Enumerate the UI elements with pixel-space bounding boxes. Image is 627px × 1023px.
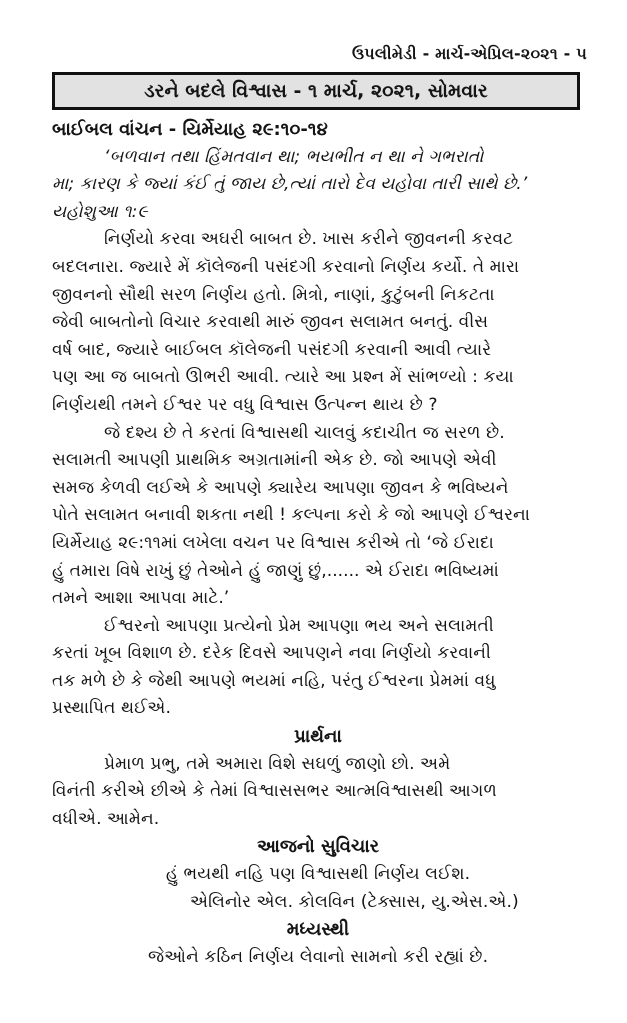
- text-line: વિનંતી કરીએ છીએ કે તેમાં વિશ્વાસસભર આત્મવિશ્વાસથી આગળ: [52, 781, 497, 802]
- bible-reading-label: બાઈબલ વાંચન - યિર્મેયાહ ૨૯:૧૦-૧૪: [52, 119, 328, 140]
- text-line: યિર્મેયાહ ૨૯:૧૧માં લખેલા વચન પર વિશ્વાસ કરીએ તો ‘જે ઈરાદા: [52, 532, 494, 553]
- verse-reference: યહોશુઆ ૧:૯: [52, 201, 148, 222]
- paragraph: [52, 226, 584, 419]
- paragraph: [52, 613, 584, 723]
- text-line: નિર્ણયો કરવા અઘરી બાબત છે. ખાસ કરીને જીવનની કરવટ: [104, 229, 514, 250]
- running-header: ઉપલીમેડી - માર્ચ-એપ્રિલ-૨૦૨૧ - ૫: [351, 44, 587, 63]
- thought-heading: આજનો સુવિચાર: [256, 836, 380, 858]
- text-line: તમને આશા આપવા માટે.’: [52, 588, 230, 609]
- text-line: ઈશ્વરનો આપણા પ્રત્યેનો પ્રેમ આપણા ભય અને સલામતી: [104, 615, 494, 636]
- text-line: વર્ષ બાદ, જ્યારે બાઈબલ કૉલેજની પસંદગી કરવાની આવી ત્યારે: [52, 339, 492, 360]
- verse-line: મા; કારણ કે જ્યાં કંઈ તું જાય છે,ત્યાં તારો દેવ યહોવા તારી સાથે છે.’: [52, 174, 528, 195]
- text-line: નિર્ણયથી તમને ઈશ્વર પર વધુ વિશ્વાસ ઉત્પન્ન થાય છે ?: [52, 394, 438, 415]
- prayer-text: [52, 751, 584, 834]
- key-verse: [52, 144, 584, 227]
- text-line: વધીએ. આમેન.: [52, 808, 160, 829]
- thought-author: એલિનોર એલ. કોલવિન (ટેક્સાસ, યુ.એસ.એ.): [190, 891, 519, 912]
- text-line: જે દશ્ય છે તે કરતાં વિશ્વાસથી ચાલવું કદાચીત જ સરળ છે.: [104, 422, 505, 443]
- text-line: કરતાં ખૂબ વિશાળ છે. દરેક દિવસે આપણને નવા નિર્ણયો કરવાની: [52, 643, 491, 664]
- thought-quote: હું ભયથી નહિ પણ વિશ્વાસથી નિર્ણય લઈશ.: [165, 864, 471, 885]
- text-line: બદલનારા. જ્યારે મેં કૉલેજની પસંદગી કરવાનો નિર્ણય કર્યો. તે મારા: [52, 256, 520, 277]
- text-line: સલામતી આપણી પ્રાથમિક અગ્રતામાંની એક છે. જો આપણે એવી: [52, 450, 497, 471]
- verse-line: ‘બળવાન તથા હિંમતવાન થા; ભયભીત ન થા ને ગભરાતો: [104, 146, 484, 167]
- text-line: તક મળે છે કે જેથી આપણે ભયમાં નહિ, પરંતુ ઈશ્વરના પ્રેમમાં વધુ: [52, 670, 496, 691]
- text-line: હું તમારા વિષે રાખું છું તેઓને હું જાણું છું,...... એ ઈરાદા ભવિષ્યમાં: [52, 560, 499, 581]
- text-line: પણ આ જ બાબતો ઊભરી આવી. ત્યારે આ પ્રશ્ન મેં સાંભળ્યો : કયા: [52, 367, 514, 388]
- paragraph: [52, 420, 584, 613]
- text-line: પ્રેમાળ પ્રભુ, તમે અમારા વિશે સઘળું જાણો છો. અમે: [104, 753, 451, 774]
- intercession-text: જેઓને કઠિન નિર્ણય લેવાનો સામનો કરી રહ્યાં છે.: [147, 946, 489, 967]
- text-line: જીવનનો સૌથી સરળ નિર્ણય હતો. મિત્રો, નાણાં, કુટુંબની નિકટતા: [52, 284, 495, 305]
- text-line: જેવી બાબતોનો વિચાર કરવાથી મારું જીવન સલામત બનતું. વીસ: [52, 312, 489, 333]
- text-line: સમજ કેળવી લઈએ કે આપણે ક્યારેય આપણા જીવન કે ભવિષ્યને: [52, 477, 509, 498]
- text-line: પ્રસ્થાપિત થઈએ.: [52, 698, 172, 719]
- prayer-heading: પ્રાર્થના: [294, 726, 342, 748]
- main-content: [52, 116, 584, 971]
- page-title: ડરને બદલે વિશ્વાસ - ૧ માર્ચ, ૨૦૨૧, સોમવાર: [52, 72, 580, 110]
- intercession-heading: મધ્યસ્થી: [286, 919, 350, 941]
- text-line: પોતે સલામત બનાવી શકતા નથી ! કલ્પના કરો કે જો આપણે ઈશ્વરના: [52, 505, 531, 526]
